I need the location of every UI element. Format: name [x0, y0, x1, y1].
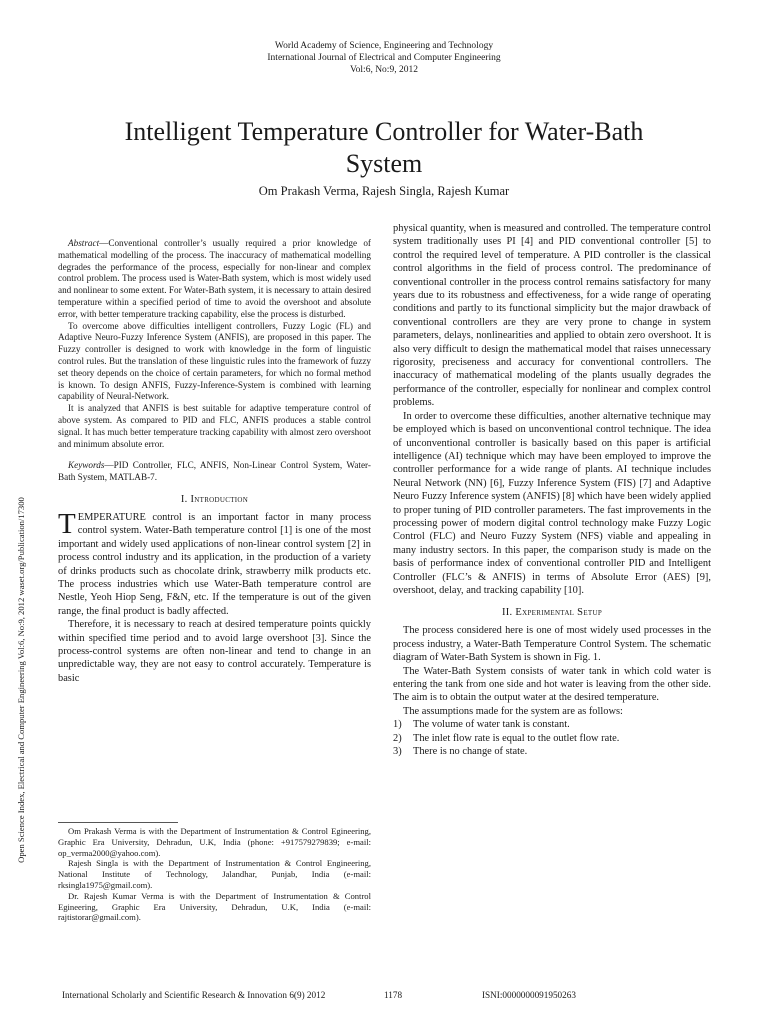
- introduction-paragraph-3: In order to overcome these difficulties, another alternative technique may be employed which is based on unconventional control technique. The idea of unconventional controller is basically based on this paper is artificial intelligence (AI) technique which may have been employed to improve the controller performance for a wide range of plants. AI technique includes Neural Network (NN) [6], Fuzzy Inference System (FIS) [7] and Adaptive Neuro Fuzzy Inference system (ANFIS) [8] which have been widely applied to proper tuning of PID controller parameters. The fast improvements in the processing power of modern digital control technology make Fuzzy Logic Control (FLC) and Neuro Fuzzy System (NFS) viable and appealing in many industry sectors. In this paper, the comparison study is made on the basis of performance index of conventional controller PID and Intelligent Controller (FLC’s & ANFIS) in terms of Absolute Error (AES) [9], overshoot, delay, and tracking capability [10].: [393, 410, 711, 596]
- footnote-2: Rajesh Singla is with the Department of Instrumentation & Control Engineering, National Institute of Technology, Jalandhar, Punjab, India (e-mail: rksingla1975@gmail.com).: [58, 858, 371, 890]
- introduction-body-left: [58, 507, 371, 685]
- journal-volume: Vol:6, No:9, 2012: [350, 65, 418, 75]
- journal-header: [0, 40, 768, 76]
- introduction-paragraph-1: [58, 507, 371, 618]
- footer-publisher: International Scholarly and Scientific Research & Innovation 6(9) 2012: [62, 990, 326, 1000]
- sidebar-index-strip: [14, 380, 28, 980]
- abstract: [58, 238, 371, 450]
- abstract-lead: Abstract: [68, 238, 100, 248]
- page-footer: [62, 990, 710, 1004]
- footnote-1: Om Prakash Verma is with the Department of Instrumentation & Control Egineering, Graphic Era University, Dehradun, U.K, India (phone: +917579279839; e-mail: op_verma2000@yahoo.com).: [58, 826, 371, 858]
- footnote-divider: [58, 822, 178, 823]
- list-item: [393, 718, 711, 731]
- paper-title: Intelligent Temperature Controller for Water-Bath System: [124, 117, 644, 178]
- setup-paragraph-1: The process considered here is one of most widely used processes in the process industry, a Water-Bath Temperature Control System. The schematic diagram of Water-Bath System is shown in Fig. 1.: [393, 625, 711, 664]
- list-item-text: The inlet flow rate is equal to the outlet flow rate.: [413, 732, 620, 744]
- introduction-body-right: [393, 222, 711, 597]
- section-heading-introduction: I. Introduction: [180, 493, 249, 505]
- keywords-lead: Keywords: [68, 460, 105, 471]
- keywords-text: —PID Controller, FLC, ANFIS, Non-Linear Control System, Water-Bath System, MATLAB-7.: [58, 460, 371, 483]
- list-item-text: The volume of water tank is constant.: [413, 719, 570, 731]
- list-item-number: 1): [393, 719, 402, 731]
- introduction-paragraph-2: Therefore, it is necessary to reach at desired temperature points quickly within specified time period and to avoid large overshoot [3]. Since the process-control systems are often non-linear and tend to change in an unpredictable way, they are not easy to control accurately. Temperature is basic: [58, 619, 371, 684]
- section-heading-experimental-setup: II. Experimental Setup: [501, 607, 603, 619]
- paper-authors: Om Prakash Verma, Rajesh Singla, Rajesh Kumar: [258, 184, 510, 198]
- experimental-setup-body: [393, 624, 711, 718]
- list-item: [393, 732, 711, 745]
- list-item: [393, 745, 711, 758]
- keywords: [58, 460, 371, 484]
- abstract-paragraph-2: To overcome above difficulties intelligent controllers, Fuzzy Logic (FL) and Adaptive Neuro-Fuzzy Inference System (ANFIS), are proposed in this paper. The Fuzzy controller is designed to work with knowledge in the form of linguistic control rules. But the translation of these linguistic rules into the framework of fuzzy set theory depends on the choice of certain parameters, for which no formal method is known. To design ANFIS, Fuzzy-Inference-System is combined with learning capability of Neural-Network.: [58, 320, 371, 402]
- abstract-paragraph-1: [58, 238, 371, 321]
- introduction-text-1: EMPERATURE control is an important factor in many process control system. Water-Bath temperature control [1] is one of the most important and widely used applications of non-linear control system [2] in process control industry and its application, in the production of a variety of drinks products such as chocolate drink, strawberry milk products etc. The process industries which use Water-Bath temperature control are Nestle, Yeoh Hiop Seng, F&N, etc. If the temperature is out of the given range, the final product is badly affected.: [58, 511, 371, 617]
- assumptions-list: [393, 718, 711, 758]
- introduction-paragraph-continued: physical quantity, when is measured and controlled. The temperature control system traditionally uses PI [4] and PID conventional controller [5] to control the required level of temperature. A PID controller is the classical control algorithms in the field of process control. The predominance of conventional controller in the process control remains satisfactory for many years due to its robustness and effectiveness, for a wide range of operating conditions and partly to its functional simplicity but the major drawback of conventional controllers are they are very prone to change in system parameters, delays, nonlinearities and applied to obtain zero overshoot. It is also very difficult to design the mathematical model that raises unnecessary rigorosity, preciseness and accuracy for conventional controllers. The inaccuracy of mathematical modeling of the plants usually degrades the performance of the controller, especially for nonlinear and complex control problems.: [393, 223, 711, 409]
- right-column: [393, 222, 711, 758]
- list-item-number: 2): [393, 732, 402, 744]
- list-item-number: 3): [393, 746, 402, 758]
- footer-isni: ISNI:0000000091950263: [482, 990, 576, 1000]
- author-footnotes: [58, 826, 371, 923]
- setup-paragraph-3: The assumptions made for the system are as follows:: [403, 705, 623, 717]
- left-column: [58, 222, 371, 685]
- page-number: 1178: [384, 990, 403, 1000]
- setup-paragraph-2: The Water-Bath System consists of water tank in which cold water is entering the tank from one side and hot water is leaving from the other side. The aim is to obtain the output water at the desired temperature.: [393, 665, 711, 704]
- sidebar-index-text: Open Science Index, Electrical and Computer Engineering Vol:6, No:9, 2012 waset.org/Publication/17300: [16, 497, 26, 863]
- footnote-3: Dr. Rajesh Kumar Verma is with the Department of Instrumentation & Control Egineering, Graphic Era University, Dehradun, U.K, India (e-mail: rajtistorar@gmail.com).: [58, 890, 371, 923]
- journal-publisher: World Academy of Science, Engineering and Technology: [274, 41, 494, 51]
- list-item-text: There is no change of state.: [413, 746, 528, 758]
- journal-name: International Journal of Electrical and Computer Engineering: [267, 53, 501, 63]
- drop-cap: T: [58, 507, 76, 540]
- abstract-paragraph-3: It is analyzed that ANFIS is best suitable for adaptive temperature control of above system. As compared to PID and FLC, ANFIS produces a stable control signal. It has much better temperature tracking capability with almost zero overshoot and minimum absolute error.: [58, 403, 371, 449]
- abstract-text-1: —Conventional controller’s usually required a prior knowledge of mathematical modelling of the process. The inaccuracy of mathematical modelling degrades the performance of the process, especially for non-linear and complex control problem. The process used is Water-Bath system, which is most widely used and nonlinear to some extent. For Water-Bath system, it is necessary to attain desired temperature within a specified period of time to avoid the overshoot and absolute error, with better temperature tracking capability, else the process is disturbed.: [58, 238, 371, 319]
